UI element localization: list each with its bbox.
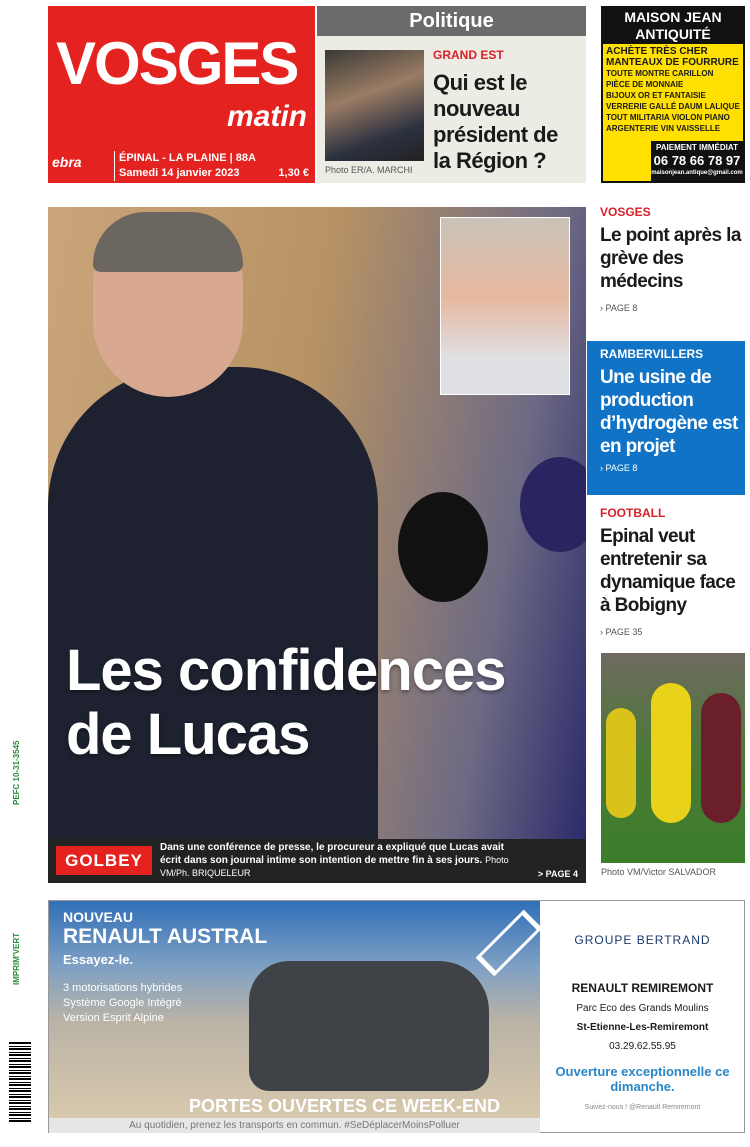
kicker: RAMBERVILLERS — [600, 347, 704, 361]
sidebar-story[interactable] — [587, 341, 745, 495]
ad-cta: Essayez-le. — [63, 952, 134, 967]
ad-line: TOUTE MONTRE CARILLON — [606, 69, 714, 78]
social-link[interactable]: Suivez-nous ! @Renault Remiremont — [584, 1104, 701, 1111]
date: Samedi 14 janvier 2023 — [119, 167, 240, 179]
microphone-icon — [398, 492, 488, 602]
ad-line: MANTEAUX DE FOURRURE — [606, 57, 739, 68]
headline: Qui est le nouveau président de la Région ? — [433, 70, 558, 173]
ad-line: BIJOUX OR ET FANTAISIE — [606, 91, 706, 100]
barcode — [9, 1042, 31, 1122]
ad-line: PIÈCE DE MONNAIE — [606, 80, 684, 89]
photo-credit: Photo VM/Victor SALVADOR — [601, 867, 717, 877]
player — [606, 708, 636, 818]
ad-disclaimer: Au quotidien, prenez les transports en commun. #SeDéplacerMoinsPolluer — [49, 1118, 540, 1133]
dealer-address: St-Etienne-Les-Remiremont — [576, 1022, 709, 1033]
ad-phone: 06 78 66 78 97 — [653, 153, 741, 168]
football-photo — [601, 653, 745, 863]
car-image — [249, 961, 489, 1091]
lead-headline — [66, 639, 505, 767]
dealer-name: RENAULT REMIREMONT — [571, 981, 714, 995]
player — [701, 693, 741, 823]
payment-label: PAIEMENT IMMÉDIAT — [656, 143, 738, 152]
ebra-logo: ebra — [52, 154, 82, 170]
pefc-label: PEFC 10-31-3545 — [12, 740, 21, 805]
politique-story[interactable] — [317, 36, 586, 183]
ad-line: ARGENTERIE VIN VAISSELLE — [606, 124, 721, 133]
section-politique: Politique — [317, 6, 586, 36]
microphone-icon — [520, 457, 586, 552]
renault-ad[interactable] — [48, 900, 745, 1133]
renault-logo-icon — [476, 910, 543, 977]
dealer-group: GROUPE BERTRAND — [574, 933, 711, 947]
ad-copy — [63, 909, 267, 1026]
kicker: FOOTBALL — [600, 506, 666, 520]
edition: ÉPINAL - LA PLAINE | 88A — [119, 152, 256, 164]
dealer-address: Parc Eco des Grands Moulins — [576, 1003, 709, 1014]
ad-banner: PORTES OUVERTES CE WEEK-END — [189, 1096, 501, 1116]
lead-photo[interactable] — [48, 207, 586, 839]
edition-info — [114, 151, 256, 181]
lucas-portrait — [440, 217, 570, 395]
headline: Epinal veut entretenir sa dynamique face à Bobigny — [600, 526, 736, 616]
price: 1,30 € — [278, 167, 309, 179]
photo-credit: Photo ER/A. MARCHI — [325, 165, 413, 175]
sidebar-story[interactable] — [600, 205, 745, 313]
dealer-phone: 03.29.62.55.95 — [609, 1041, 676, 1052]
kicker: GRAND EST — [433, 48, 504, 62]
kicker: VOSGES — [600, 205, 651, 219]
player — [651, 683, 691, 823]
headline-line: Les confidences — [66, 638, 506, 703]
dealer-info — [540, 901, 745, 1133]
masthead-subtitle: matin — [226, 100, 307, 133]
ad-line: TOUT MILITARIA VIOLON PIANO — [606, 113, 730, 122]
hair — [93, 212, 243, 272]
opening-notice: Ouverture exceptionnelle ce dimanche. — [555, 1064, 730, 1094]
masthead — [48, 6, 315, 183]
page-ref: › PAGE 8 — [600, 463, 638, 473]
ad-feature: Système Google Intégré — [63, 997, 182, 1009]
page-ref: › PAGE 35 — [600, 627, 643, 637]
ad-email: maisonjean.antique@gmail.com — [651, 170, 743, 176]
ad-line: VERRERIE GALLÉ DAUM LALIQUE — [606, 102, 740, 111]
lead-summary: Dans une conférence de presse, le procureur a expliqué que Lucas avait écrit dans son journal intime son intention de mettre fin à ses jours. — [160, 842, 505, 866]
page-ref: › PAGE 8 — [600, 303, 638, 313]
ad-feature: 3 motorisations hybrides — [63, 982, 183, 994]
ad-feature: Version Esprit Alpine — [63, 1012, 164, 1024]
antique-ad[interactable] — [601, 6, 745, 183]
ad-image — [49, 901, 540, 1118]
ad-line: ACHÈTE TRÈS CHER — [606, 46, 708, 57]
sidebar-story[interactable] — [600, 506, 745, 637]
ad-payment — [651, 141, 743, 181]
headline: Le point après la grève des médecins — [600, 225, 741, 292]
location-tag: GOLBEY — [56, 846, 152, 875]
masthead-title: VOSGES — [56, 30, 298, 97]
politician-photo — [325, 50, 424, 161]
ad-title: MAISON JEAN ANTIQUITÉ — [603, 8, 743, 44]
headline-line: de Lucas — [66, 702, 310, 767]
page-ref[interactable]: > PAGE 4 — [537, 869, 578, 879]
ad-kicker: NOUVEAU — [63, 909, 134, 925]
ad-model: RENAULT AUSTRAL — [63, 925, 268, 948]
photo-credit: Photo VM/Ph. BRIQUELEUR — [160, 855, 509, 878]
lead-caption — [48, 839, 586, 883]
headline: Une usine de production d’hydrogène est en projet — [600, 367, 738, 457]
imprimvert-label: IMPRIM'VERT — [12, 932, 21, 985]
prosecutor-figure — [48, 367, 378, 839]
